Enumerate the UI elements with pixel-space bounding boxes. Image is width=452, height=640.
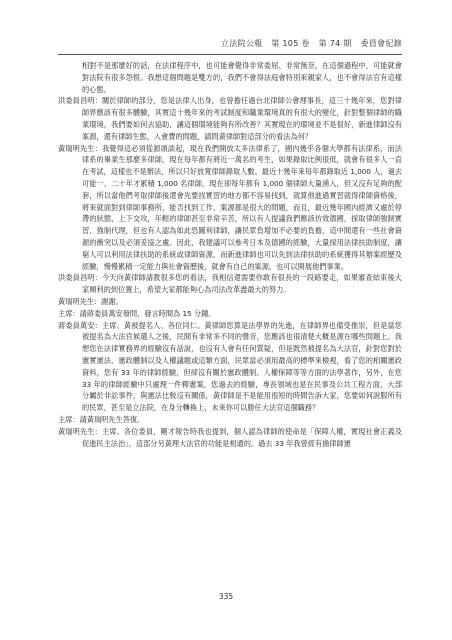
speaker-name: 黃瑞明先生： — [58, 296, 102, 306]
paragraph — [58, 308, 402, 320]
paragraph — [58, 296, 402, 308]
paragraph — [58, 414, 402, 426]
document-body — [58, 60, 402, 449]
paragraph — [58, 426, 402, 450]
page-number: 335 — [218, 592, 234, 601]
speaker-name: 洪委員昌明： — [58, 273, 102, 283]
paragraph — [58, 143, 402, 273]
speaker-name: 主席： — [58, 414, 80, 424]
speaker-name: 黃瑞明先生： — [58, 426, 102, 436]
section-name: 委員會紀錄 — [360, 39, 402, 48]
volume-number: 第 105 卷 — [271, 39, 310, 48]
paragraph-text: 主席、黃被提名人、各位同仁。黃律師您算是法學界的先進，在律師界也備受推崇，但是當您被提名為大法官候選人之後，民間有非常多不同的聲音，您應該也很清楚大概是源在哪些問題上。我想您在法律實務界的經驗沒有話說，也沒有人會有任何質疑，但是既然被提名為大法官，針對您對於憲實憲法、憲政體制以及人權議題或這類方面，民眾當必須用最高的標準來檢視，看了您的相關憲政資料，您有 33 年的律師經驗，但卻沒有關於憲政體制、人權保障等等方面的法學著作，另外，在您 33 年的律師經驗中只處理一件釋憲案，您過去的經驗，專長領域也是在民事及公共工程方面，大部分屬於非訟事件，與憲法比較沒有關係，黃律師是不是能用很短的時間告訴大家，您要如何說服所有的民眾，甚至是立法院，在身分轉換上，未來你可以勝任大法官這個職務？ — [82, 320, 402, 413]
paragraph — [58, 95, 402, 142]
journal-name: 立法院公報 — [220, 39, 263, 48]
paragraph-text: 我覺得這必須從源頭談起，現在我們開放太多法律系了，國內幾乎各個大學都有法律系，而法律系的畢業生那麼多律師，現在每年都有將近一萬名的考生，如果錄取比例很低，就會有很多人一直在考試，這樣也不是辦法，所以只好放寬律師錄取人數。最近十幾年來每年都錄取近 1,000 人，過去可能一、二十年才累積 1,000 名律師，現在卻每年都有 1,000 個律師大量湧入，但又沒有足夠的配套，所以當他們考取律師後還會先要找實習的地方都不容易找到，就算他進過實習就得律師資格後，將來就面對到律師事務所，能否找到工作，案源都是很大的問題，而且，最近幾年國內經濟又處於停滯的狀態，上下交攻，年輕的律師甚至非常辛苦，所以有人提議我們應該仿效德國，採取律師強制實習、強制代理，但也有人認為如此恐圖利律師，讓民眾負增加不必要的負擔，這中間還有一些社會資源的衝突以及必須妥協之處。因此，我建議可以參考日本及德國的經驗，大量採用法律扶助制度，讓窮人可以利用法律扶助的系統或律師資源，而新進律師也可以先到法律扶助的系統獲得其辦案經歷及經驗，慢慢累積一定能力與社會資歷後，就會有自己的案源，也可以開展他們事業。 — [82, 143, 402, 271]
paragraph-text: 今天向黃律師請教很多您的看法，我相信還需要你敢有很長的一段路要走，如果審查結束後大家順利的到位置上，希望大家都能夠心為司法改革盡最大的努力。 — [82, 273, 402, 295]
paragraph-text: 關於律師的部分，您是法律人出身，也曾擔任過台北律師公會理事長，這三十幾年來，您對律師界應該有很多體驗，其實這十幾年來的考試制度和職業環境真的有很大的變化，針對整個律師的職業環境，我們要如何去協助，讓這個環境能夠有所改善？其實現在的環境並不是很好，新進律師沒有案源，還有律師生態，入會費的問題，請問黃律師對這部分的看法為何？ — [82, 96, 402, 141]
paragraph — [58, 320, 402, 414]
paragraph — [58, 272, 402, 296]
paragraph-text: 請黃瑞明先生答復。 — [79, 414, 145, 424]
paragraph-text: 主席、各位委員，剛才報告時我也提到，個人認為律師的使命是「保障人權，實現社會正義及促進民主法治」，這部分另黃理大法官的功能是相通的。過去 33 年我曾經有擔律師憲 — [82, 426, 402, 448]
speaker-name: 黃瑞明先生： — [58, 143, 102, 153]
paragraph — [58, 60, 402, 95]
header-rule — [58, 54, 402, 55]
speaker-name: 洪委員昌明： — [58, 96, 102, 106]
paragraph-text: 相對不是那麼好的話，在法律程序中，也可能會覺得非常委屈、非常無奈，在這個過程中，可能就會對法院有很多怨恨。我想這個問題是雙方的，我們不會得法庭會特別來親家人，也不會得法官有這樣的心態。 — [82, 61, 402, 94]
issue-number: 第 74 期 — [318, 39, 352, 48]
paragraph-text: 謝謝。 — [101, 296, 123, 306]
speaker-name: 蔣委員萬安： — [58, 320, 102, 330]
running-header — [0, 38, 402, 49]
paragraph-text: 請蔣委員萬安發問，發言時間為 15 分鐘。 — [79, 308, 216, 318]
speaker-name: 主席： — [58, 308, 80, 318]
